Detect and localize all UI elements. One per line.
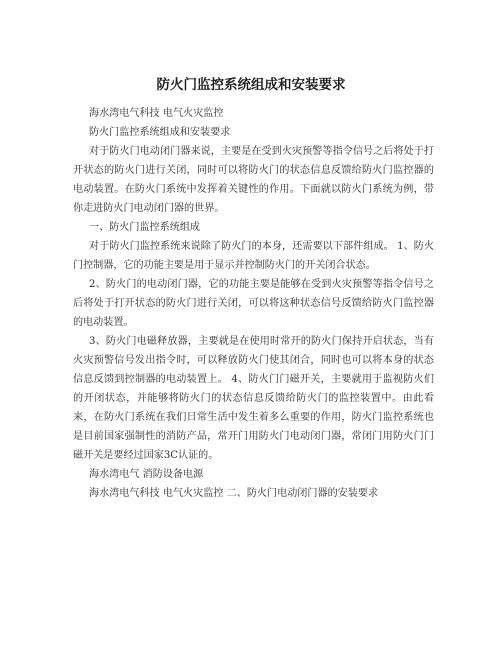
paragraph-subtitle: 防火门监控系统组成和安装要求: [89, 127, 231, 138]
section-heading-1: 一、防火门监控系统组成: [89, 222, 201, 233]
paragraph-closer: 2、防火门的电动闭门器，它的功能主要是能够在受到火灾预警等指令信号之后将处于打开状态的防火门进行关闭，可以将这种状态信号反馈给防火门监控器的电动装置。: [73, 279, 434, 328]
paragraph-release: 3、防火门电磁释放器，主要就是在使用时常开的防火门保持开启状态，当有火灾预警信号发出指令时，可以释放防火门使其闭合，同时也可以将本身的状态信息反馈到控制器的电动装置上。 4、防火门门磁开关，主要就用于监视防火们的开闭状态，并能够将防火门的状态信息反馈给防火门的监控装置中。由此看来，在防火门系统在我们日常生活中发生着多么重要的作用，防火门监控系统也是目前国家强制性的消防产品，常开门用防火门电动闭门器，常闭门用防火门门磁开关是要经过国家3C认证的。: [73, 336, 434, 461]
paragraph-components: 对于防火门监控系统来说除了防火门的本身，还需要以下部件组成。 1、防火门控制器，它的功能主要是用于显示并控制防火门的开关闭合状态。: [73, 241, 434, 271]
document-title: 防火门监控系统组成和安装要求: [156, 77, 346, 93]
paragraph-section-2-line: 海水湾电气科技 电气火灾监控 二、防火门电动闭门器的安装要求: [89, 488, 379, 499]
document-body: [73, 104, 434, 503]
paragraph-intro: 对于防火门电动闭门器来说，主要是在受到火灾预警等指令信号之后将处于打开状态的防火门进行关闭，同时可以将防火门的状态信息反馈给防火门监控器的电动装置。在防火门系统中发挥着关键性的作用。下面就以防火门系统为例，带你走进防火门电动闭门器的世界。: [73, 146, 434, 214]
paragraph-company-line-2: 海水湾电气 消防设备电源: [89, 469, 204, 480]
paragraph-company-line: 海水湾电气科技 电气火灾监控: [89, 108, 224, 119]
